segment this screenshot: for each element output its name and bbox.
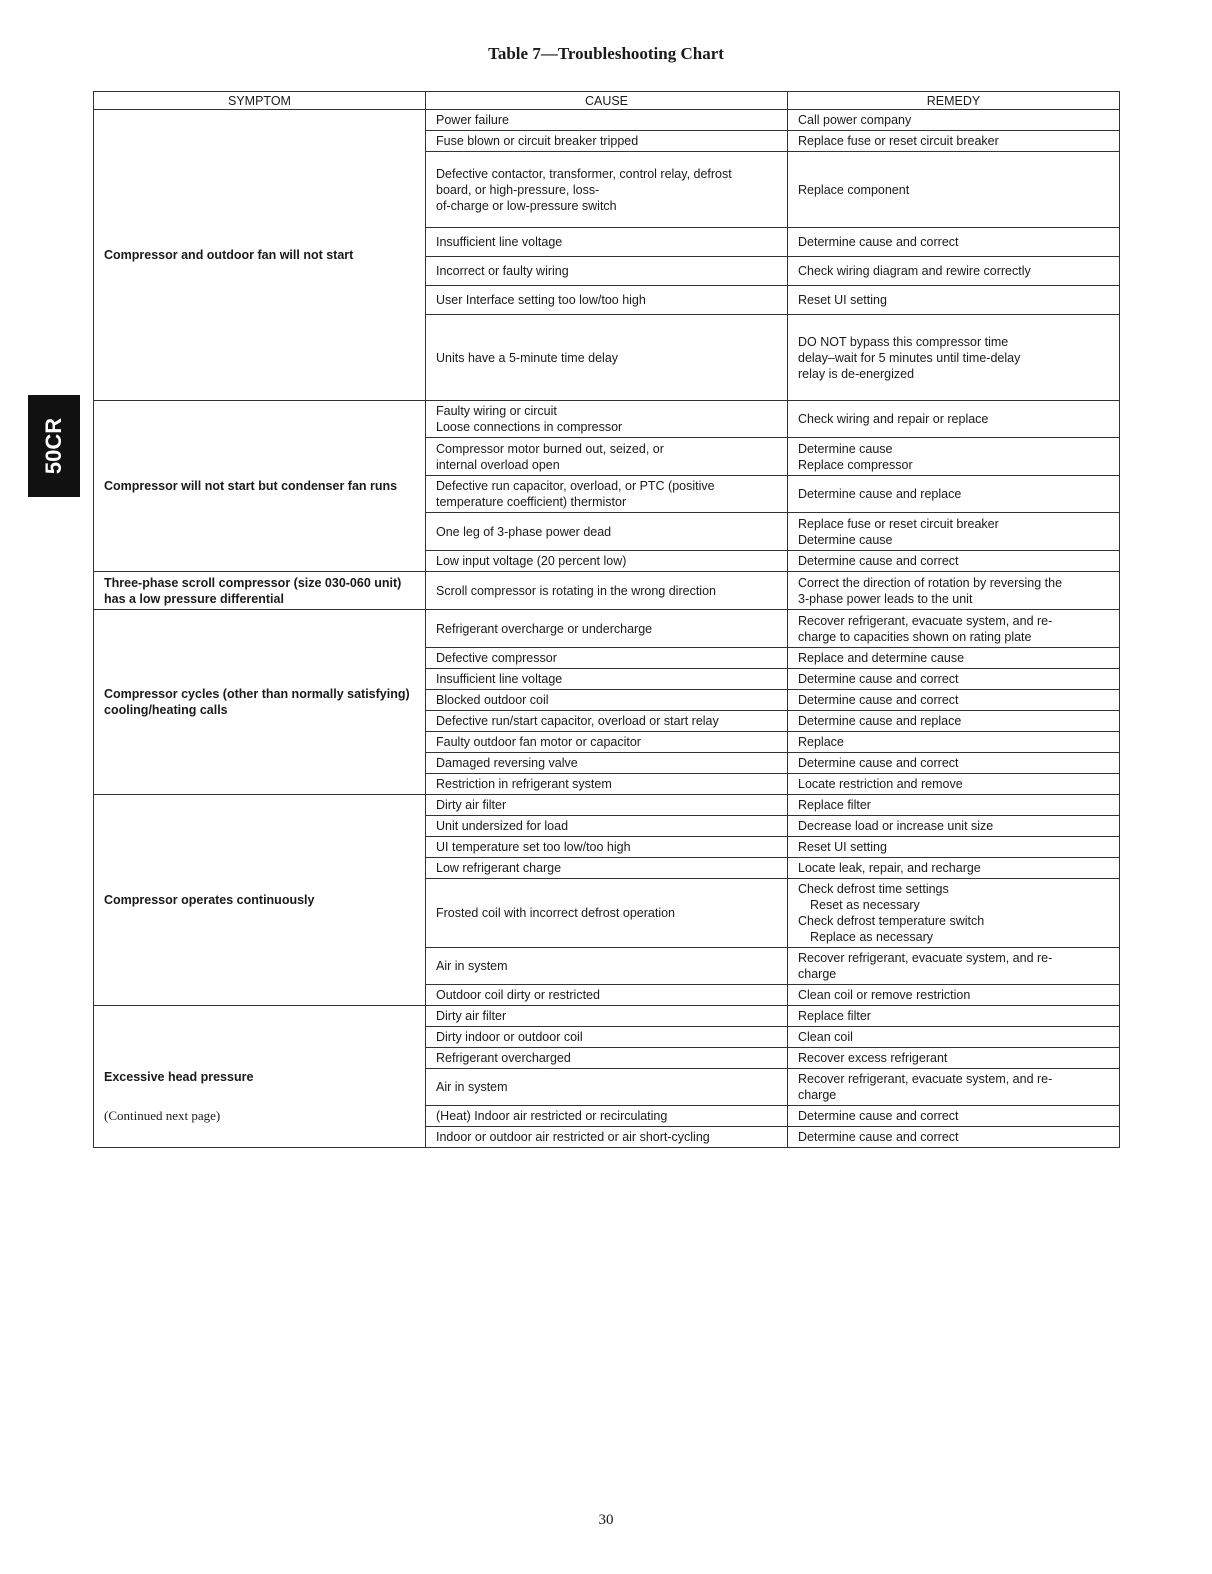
remedy-cell: [788, 858, 1120, 879]
remedy-cell: [788, 795, 1120, 816]
remedy-cell: [788, 1027, 1120, 1048]
remedy-cell: [788, 110, 1120, 131]
table-row: [94, 110, 1120, 131]
cause-line: Low refrigerant charge: [436, 861, 562, 875]
remedy-line: Replace filter: [798, 1009, 871, 1023]
cause-cell: [426, 315, 788, 401]
model-side-tab: [28, 395, 80, 497]
cause-cell: [426, 985, 788, 1006]
remedy-line: delay–wait for 5 minutes until time-delay: [798, 350, 1021, 365]
cause-line: Incorrect or faulty wiring: [436, 264, 569, 278]
cause-cell: [426, 610, 788, 648]
remedy-cell: [788, 1127, 1120, 1148]
remedy-line: Determine cause and replace: [798, 487, 962, 501]
cause-line: Unit undersized for load: [436, 819, 569, 833]
remedy-line: charge: [798, 1088, 837, 1102]
remedy-cell: [788, 572, 1120, 610]
remedy-cell: [788, 879, 1120, 948]
remedy-header: REMEDY: [788, 92, 1120, 110]
remedy-cell: [788, 1006, 1120, 1027]
cause-line: internal overload open: [436, 457, 560, 472]
remedy-line: Determine cause and correct: [798, 235, 959, 249]
remedy-line: Determine cause and correct: [798, 756, 959, 770]
cause-line: Scroll compressor is rotating in the wrong direction: [436, 583, 716, 598]
cause-cell: [426, 513, 788, 551]
remedy-line: Clean coil or remove restriction: [798, 988, 971, 1002]
cause-cell: [426, 690, 788, 711]
cause-cell: [426, 401, 788, 438]
remedy-line: Clean coil: [798, 1030, 853, 1044]
cause-line: Defective run capacitor, overload, or PTC (positive: [436, 479, 715, 493]
remedy-line: charge to capacities shown on rating plate: [798, 629, 1032, 644]
remedy-line: Replace component: [798, 182, 910, 197]
cause-cell: [426, 152, 788, 228]
remedy-cell: [788, 610, 1120, 648]
cause-cell: [426, 669, 788, 690]
model-side-tab-label: 50CR: [41, 417, 66, 475]
cause-cell: [426, 795, 788, 816]
remedy-cell: [788, 131, 1120, 152]
remedy-cell: [788, 438, 1120, 476]
cause-cell: [426, 732, 788, 753]
remedy-line: Check wiring and repair or replace: [798, 412, 989, 426]
cause-line: Refrigerant overcharged: [436, 1051, 571, 1065]
remedy-line: Determine cause: [798, 441, 893, 456]
remedy-line: Recover excess refrigerant: [798, 1051, 948, 1065]
cause-cell: [426, 1106, 788, 1127]
remedy-line: charge: [798, 967, 837, 981]
continued-note: (Continued next page): [104, 1108, 221, 1123]
cause-line: (Heat) Indoor air restricted or recirculating: [436, 1109, 668, 1123]
cause-line: Insufficient line voltage: [436, 672, 563, 686]
remedy-cell: [788, 1069, 1120, 1106]
remedy-line: Correct the direction of rotation by reversing the: [798, 575, 1063, 590]
remedy-line: Reset UI setting: [798, 840, 887, 854]
cause-line: Air in system: [436, 1080, 508, 1094]
cause-line: Outdoor coil dirty or restricted: [436, 988, 600, 1002]
cause-cell: [426, 648, 788, 669]
cause-line: temperature coefficient) thermistor: [436, 495, 627, 509]
cause-cell: [426, 711, 788, 732]
remedy-line: Check wiring diagram and rewire correctly: [798, 264, 1031, 278]
table-header-row: [94, 92, 1120, 110]
cause-line: One leg of 3-phase power dead: [436, 524, 612, 539]
cause-cell: [426, 879, 788, 948]
table-row: [94, 1006, 1120, 1027]
cause-line: Indoor or outdoor air restricted or air short-cycling: [436, 1130, 710, 1144]
cause-cell: [426, 1006, 788, 1027]
table-row: [94, 572, 1120, 610]
remedy-cell: [788, 985, 1120, 1006]
cause-header: CAUSE: [426, 92, 788, 110]
table-body: [94, 110, 1120, 1148]
remedy-line: Replace fuse or reset circuit breaker: [798, 516, 999, 531]
remedy-line: Determine cause and correct: [798, 1109, 959, 1123]
remedy-line: Determine cause and correct: [798, 693, 959, 707]
cause-cell: [426, 1048, 788, 1069]
remedy-line: Replace filter: [798, 798, 871, 812]
remedy-line: Replace and determine cause: [798, 651, 965, 665]
remedy-line: Replace fuse or reset circuit breaker: [798, 134, 999, 148]
remedy-line: Determine cause and replace: [798, 714, 962, 728]
cause-cell: [426, 816, 788, 837]
remedy-cell: [788, 669, 1120, 690]
troubleshooting-table: [93, 91, 1120, 1148]
cause-line: Compressor motor burned out, seized, or: [436, 441, 664, 456]
cause-cell: [426, 1027, 788, 1048]
remedy-cell: [788, 401, 1120, 438]
remedy-cell: [788, 774, 1120, 795]
cause-line: Frosted coil with incorrect defrost operation: [436, 906, 675, 920]
cause-line: Insufficient line voltage: [436, 235, 563, 249]
page-number: 30: [598, 1512, 614, 1528]
cause-line: Power failure: [436, 113, 509, 127]
symptom-cell: Compressor operates continuously: [94, 795, 426, 1006]
remedy-line: Replace compressor: [798, 457, 913, 472]
table-title: Table 7—Troubleshooting Chart: [488, 44, 724, 63]
remedy-cell: [788, 948, 1120, 985]
remedy-cell: [788, 816, 1120, 837]
cause-line: UI temperature set too low/too high: [436, 840, 631, 854]
remedy-cell: [788, 286, 1120, 315]
cause-line: Dirty indoor or outdoor coil: [436, 1030, 583, 1044]
remedy-line: Determine cause and correct: [798, 1130, 959, 1144]
symptom-cell: Three-phase scroll compressor (size 030-060 unit) has a low pressure differential: [94, 572, 426, 610]
remedy-cell: [788, 551, 1120, 572]
cause-line: Units have a 5-minute time delay: [436, 350, 619, 365]
symptom-cell: Compressor will not start but condenser fan runs: [94, 401, 426, 572]
remedy-line: relay is de-energized: [798, 366, 915, 381]
remedy-line: DO NOT bypass this compressor time: [798, 334, 1009, 349]
remedy-line: Recover refrigerant, evacuate system, and re-: [798, 951, 1053, 965]
remedy-cell: [788, 837, 1120, 858]
cause-line: Damaged reversing valve: [436, 756, 578, 770]
remedy-line: Check defrost temperature switch: [798, 914, 985, 928]
remedy-cell: [788, 648, 1120, 669]
cause-line: User Interface setting too low/too high: [436, 293, 646, 307]
cause-cell: [426, 228, 788, 257]
remedy-cell: [788, 690, 1120, 711]
cause-line: Defective run/start capacitor, overload or start relay: [436, 714, 719, 728]
table-row: [94, 795, 1120, 816]
cause-cell: [426, 131, 788, 152]
remedy-line: Locate leak, repair, and recharge: [798, 861, 981, 875]
remedy-line: Locate restriction and remove: [798, 777, 963, 791]
remedy-cell: [788, 513, 1120, 551]
remedy-cell: [788, 315, 1120, 401]
cause-line: Air in system: [436, 959, 508, 973]
cause-line: Defective contactor, transformer, control relay, defrost: [436, 166, 732, 181]
remedy-cell: [788, 228, 1120, 257]
remedy-cell: [788, 476, 1120, 513]
cause-cell: [426, 286, 788, 315]
cause-cell: [426, 476, 788, 513]
cause-cell: [426, 1069, 788, 1106]
cause-line: Blocked outdoor coil: [436, 693, 549, 707]
remedy-line: Replace: [798, 735, 844, 749]
remedy-cell: [788, 732, 1120, 753]
symptom-header: SYMPTOM: [94, 92, 426, 110]
remedy-line: Check defrost time settings: [798, 882, 949, 896]
cause-line: Refrigerant overcharge or undercharge: [436, 621, 653, 636]
remedy-line: Determine cause and correct: [798, 672, 959, 686]
cause-line: Restriction in refrigerant system: [436, 777, 612, 791]
remedy-line: Recover refrigerant, evacuate system, and re-: [798, 1072, 1053, 1086]
cause-line: Faulty wiring or circuit: [436, 404, 557, 418]
cause-line: Dirty air filter: [436, 1009, 507, 1023]
cause-cell: [426, 110, 788, 131]
remedy-cell: [788, 1048, 1120, 1069]
remedy-cell: [788, 257, 1120, 286]
cause-cell: [426, 948, 788, 985]
table-row: [94, 610, 1120, 648]
cause-line: Fuse blown or circuit breaker tripped: [436, 134, 639, 148]
remedy-cell: [788, 753, 1120, 774]
cause-cell: [426, 774, 788, 795]
remedy-line: Decrease load or increase unit size: [798, 819, 994, 833]
cause-cell: [426, 1127, 788, 1148]
remedy-cell: [788, 1106, 1120, 1127]
table-row: [94, 401, 1120, 438]
symptom-cell: Compressor cycles (other than normally satisfying) cooling/heating calls: [94, 610, 426, 795]
cause-cell: [426, 837, 788, 858]
cause-cell: [426, 753, 788, 774]
cause-cell: [426, 572, 788, 610]
remedy-line: Determine cause: [798, 532, 893, 547]
remedy-line: Reset as necessary: [810, 898, 920, 912]
cause-line: Loose connections in compressor: [436, 420, 623, 434]
cause-line: board, or high-pressure, loss-: [436, 182, 600, 197]
remedy-cell: [788, 711, 1120, 732]
cause-cell: [426, 551, 788, 572]
remedy-line: Recover refrigerant, evacuate system, and re-: [798, 613, 1053, 628]
symptom-cell: Excessive head pressure: [94, 1006, 426, 1148]
symptom-cell: Compressor and outdoor fan will not start: [94, 110, 426, 401]
cause-cell: [426, 858, 788, 879]
remedy-line: Replace as necessary: [810, 930, 933, 944]
remedy-line: Determine cause and correct: [798, 554, 959, 568]
remedy-line: Reset UI setting: [798, 293, 887, 307]
cause-line: Dirty air filter: [436, 798, 507, 812]
cause-line: of-charge or low-pressure switch: [436, 198, 617, 213]
remedy-line: 3-phase power leads to the unit: [798, 591, 973, 606]
cause-line: Faulty outdoor fan motor or capacitor: [436, 735, 641, 749]
cause-line: Defective compressor: [436, 651, 557, 665]
remedy-cell: [788, 152, 1120, 228]
cause-cell: [426, 438, 788, 476]
cause-cell: [426, 257, 788, 286]
remedy-line: Call power company: [798, 113, 912, 127]
cause-line: Low input voltage (20 percent low): [436, 554, 627, 568]
